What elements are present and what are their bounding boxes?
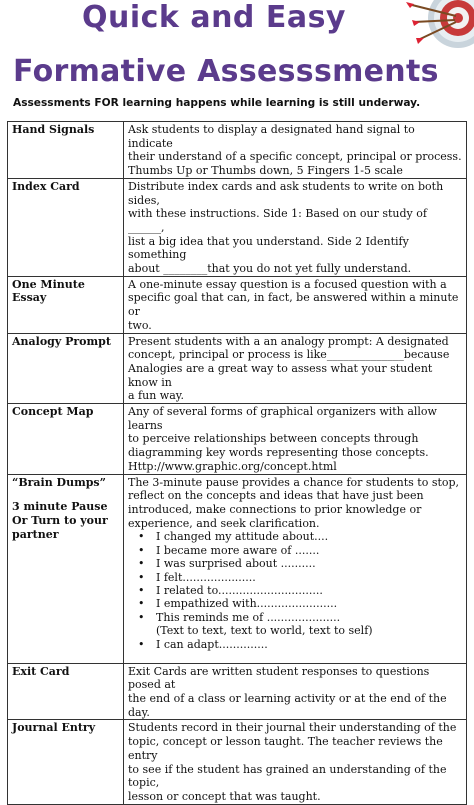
description-line: The 3-minute pause provides a chance for students to stop, <box>128 475 460 489</box>
description-line: introduced, make connections to prior knowledge or <box>128 502 422 516</box>
bullet-icon: • <box>138 557 145 571</box>
list-item <box>136 530 463 543</box>
list-item <box>136 638 463 651</box>
row-label-text: Or Turn to your <box>12 513 108 527</box>
bullet-icon: • <box>138 570 145 584</box>
page-title-line-2: Formative Assesssments <box>13 54 439 89</box>
table-row <box>8 333 467 404</box>
bullet-icon: • <box>138 584 145 598</box>
list-item-text: I can adapt.............. <box>156 637 268 651</box>
row-description <box>124 276 467 333</box>
description-line: a fun way. <box>128 389 185 403</box>
row-description <box>124 720 467 804</box>
description-line: to see if the student has grained an understanding of the topic, <box>128 762 447 790</box>
page-subtitle: Assessments FOR learning happens while learning is still underway. <box>13 97 421 109</box>
table-row <box>8 663 467 720</box>
description-line: list a big idea that you understand. Side 2 Identify something <box>128 234 409 262</box>
description-line: reflect on the concepts and ideas that have just been <box>128 489 424 503</box>
description-line: A one-minute essay question is a focused question with a <box>128 277 447 291</box>
list-note <box>136 624 463 637</box>
row-description <box>124 404 467 475</box>
list-note-text: (Text to text, text to world, text to self) <box>156 624 373 638</box>
bullet-icon: • <box>138 543 145 557</box>
list-item <box>136 571 463 584</box>
description-line: experience, and seek clarification. <box>128 516 320 530</box>
row-label: Hand Signals <box>8 122 124 179</box>
row-label-text: partner <box>12 527 59 541</box>
description-line: their understand of a specific concept, principal or process. <box>128 150 462 164</box>
table-row <box>8 474 467 663</box>
description-line: with these instructions. Side 1: Based on our study of ______, <box>128 207 427 234</box>
table-row <box>8 122 467 179</box>
bullet-icon: • <box>138 530 145 544</box>
list-item <box>136 544 463 557</box>
dartboard-arrows-icon <box>400 0 474 52</box>
bullet-icon: • <box>138 597 145 611</box>
concept-map-link[interactable]: Http://www.graphic.org/concept.html <box>128 459 337 473</box>
description-line: Exit Cards are written student responses to questions posed at <box>128 664 430 692</box>
list-item-text: I empathized with....................... <box>156 597 338 611</box>
row-label: Index Card <box>8 178 124 276</box>
assessments-table <box>7 121 467 805</box>
row-label: Analogy Prompt <box>8 333 124 404</box>
description-line: lesson or concept that was taught. <box>128 789 321 803</box>
bullet-icon: • <box>138 610 145 624</box>
description-line: specific goal that can, in fact, be answered within a minute or <box>128 291 459 319</box>
list-item <box>136 611 463 624</box>
list-item-text: I was surprised about .......... <box>156 557 316 571</box>
description-line: topic, concept or lesson taught. The teacher reviews the entry <box>128 735 443 762</box>
row-label: Concept Map <box>8 404 124 475</box>
list-item <box>136 557 463 570</box>
page-title-line-1: Quick and Easy <box>82 0 346 35</box>
row-label: One Minute Essay <box>8 276 124 333</box>
row-label: Journal Entry <box>8 720 124 804</box>
table-row <box>8 178 467 276</box>
description-line: the end of a class or learning activity or at the end of the day. <box>128 691 447 719</box>
description-line: to perceive relationships between concepts through <box>128 432 419 446</box>
list-item <box>136 584 463 597</box>
description-line: concept, principal or process is like______________because <box>128 348 450 362</box>
description-line: Distribute index cards and ask students to write on both sides, <box>128 179 444 207</box>
row-label: Exit Card <box>8 663 124 720</box>
list-item-text: I related to.............................. <box>156 584 323 598</box>
description-line: two. <box>128 318 152 332</box>
list-item-text: This reminds me of ..................... <box>156 610 341 624</box>
description-line: Students record in their journal their understanding of the <box>128 721 457 735</box>
list-item <box>136 597 463 610</box>
description-line: diagramming key words representing those concepts. <box>128 446 429 460</box>
row-label-text: “Brain Dumps” <box>12 475 106 489</box>
row-description <box>124 474 467 663</box>
table-row <box>8 720 467 804</box>
row-description <box>124 178 467 276</box>
description-line: Present students with a an analogy prompt: A designated <box>128 334 449 348</box>
list-item-text: I became more aware of ....... <box>156 543 320 557</box>
description-line: Thumbs Up or Thumbs down, 5 Fingers 1-5 scale <box>128 164 403 178</box>
row-label <box>8 474 124 663</box>
reflection-prompts-list <box>128 530 463 651</box>
description-line: Any of several forms of graphical organizers with allow learns <box>128 405 437 432</box>
list-item-text: I changed my attitude about.... <box>156 530 329 544</box>
bullet-icon: • <box>138 637 145 651</box>
row-description <box>124 333 467 404</box>
table-row <box>8 276 467 333</box>
list-item-text: I felt..................... <box>156 570 256 584</box>
row-description <box>124 663 467 720</box>
description-line: Analogies are a great way to assess what your student know in <box>128 361 433 389</box>
row-label-text: 3 minute Pause <box>12 500 108 514</box>
description-line: about ________that you do not yet fully understand. <box>128 262 412 276</box>
row-description <box>124 122 467 179</box>
table-row <box>8 404 467 475</box>
description-line: Ask students to display a designated hand signal to indicate <box>128 123 415 150</box>
